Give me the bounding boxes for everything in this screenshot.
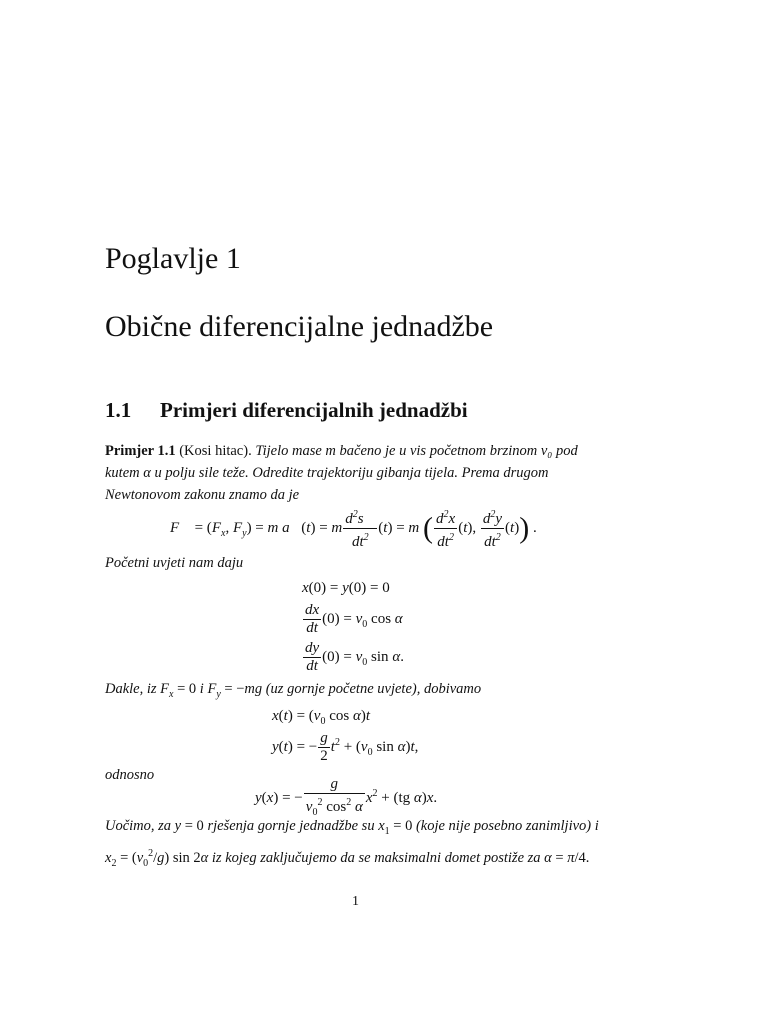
equation-initial-3: $\frac{dy}{dt}$ $(0) = v_0$ sin α. xyxy=(305,640,404,674)
example-paragraph xyxy=(105,440,610,506)
equation-solution-y: y(t) = − $\frac{g}{2}$ $t^2 + (v_0$ sin α)t, xyxy=(272,730,419,764)
equation-newton: F⃗ = ($F_x$, $F_y) = m$ a⃗(t) = m $\frac{d^2s⃗}{dt^2}$ (t) = m ( $\frac{d^2x}{dt^2}$ (t), $\frac{d^2y}{dt^2}$ (t)) . xyxy=(170,506,537,551)
equation-initial-1: x(0) = y(0) = 0 xyxy=(302,580,390,596)
example-name: (Kosi hitac). xyxy=(179,443,252,459)
equation-initial-2: $\frac{dx}{dt}$ $(0) = v_0$ cos α xyxy=(305,602,403,636)
dakle-paragraph: Dakle, iz $F_x = 0$ i $F_y = -mg$ (uz gornje početne uvjete), dobivamo xyxy=(105,681,482,700)
initial-intro: Početni uvjeti nam daju xyxy=(105,555,244,571)
equation-solution-x: $x(t) = (v_0$ cos α)t xyxy=(272,708,371,727)
section-number: 1.1 xyxy=(105,398,132,422)
example-label: Primjer 1.1 xyxy=(105,443,176,459)
section-title: Primjeri diferencijalnih jednadžbi xyxy=(160,398,468,422)
example-text: Tijelo mase m bačeno je u vis početnom brzinom v₀ pod kutem α u polju sile teže. Odredite trajektoriju gibanja tijela. Prema drugom Newtonovom zakonu znamo da je xyxy=(105,443,578,503)
section-heading xyxy=(105,398,468,423)
conclusion-paragraph: Uočimo, za y = 0 rješenja gornje jednadžbe su $x_1 = 0$ (koje nije posebno zanimljivo) i $x_2 = (v_0^2/g)$ sin 2α iz kojeg zaključujemo da se maksimalni domet postiže za α = π/4. xyxy=(105,818,599,869)
equation-trajectory: y(x) = − $\frac{g}{v_0^2 \cos^2 \alpha}$ $x^2 + (tg$ α)x. xyxy=(255,776,438,818)
odnosno-text: odnosno xyxy=(105,767,155,783)
chapter-label: Poglavlje 1 xyxy=(105,242,241,275)
page-number: 1 xyxy=(352,894,359,909)
chapter-title: Obične diferencijalne jednadžbe xyxy=(105,310,494,343)
